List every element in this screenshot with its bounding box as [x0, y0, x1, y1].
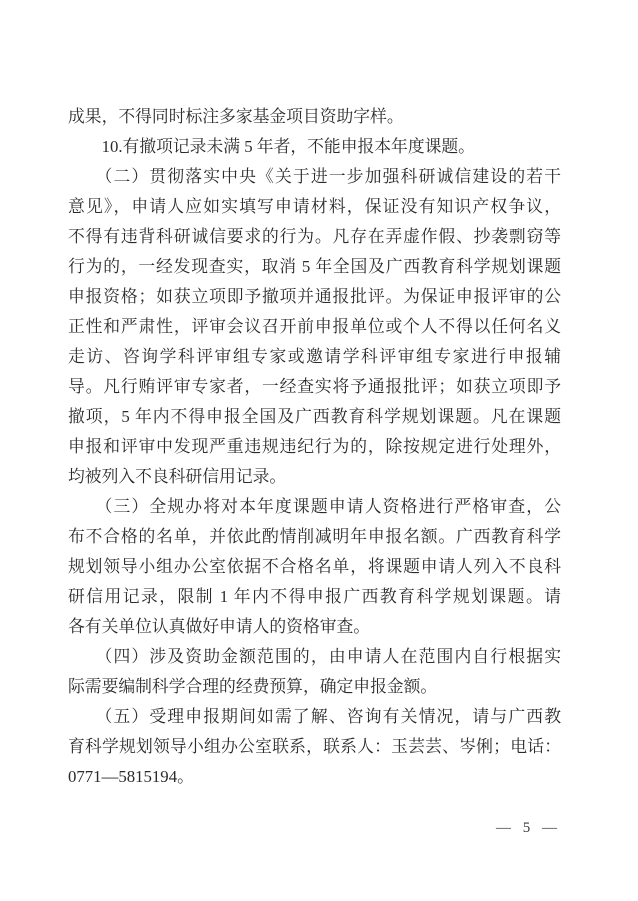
document-line: 际需要编制科学合理的经费预算，确定申报金额。	[68, 677, 438, 696]
document-line: 布不合格的名单，并依此酌情削减明年申报名额。广西教育科学	[68, 527, 561, 546]
document-line: 不得有违背科研诚信要求的行为。凡存在弄虚作假、抄袭剽窃等	[68, 227, 561, 246]
document-line: （五）受理申报期间如需了解、咨询有关情况，请与广西教	[68, 707, 561, 726]
page-number: — 5 —	[496, 820, 559, 836]
document-line: （三）全规办将对本年度课题申请人资格进行严格审查，公	[68, 497, 561, 516]
document-line: 走访、咨询学科评审组专家或邀请学科评审组专家进行申报辅	[68, 347, 561, 366]
document-body	[68, 102, 561, 792]
document-line: 正性和严肃性，评审会议召开前申报单位或个人不得以任何名义	[68, 317, 561, 336]
document-line: 成果，不得同时标注多家基金项目资助字样。	[68, 107, 404, 126]
document-line: 意见》，申请人应如实填写申请材料，保证没有知识产权争议，	[68, 197, 561, 216]
document-line: 申报资格；如获立项即予撤项并通报批评。为保证申报评审的公	[68, 287, 561, 306]
document-line: （四）涉及资助金额范围的，由申请人在范围内自行根据实	[68, 647, 561, 666]
document-line: 0771—5815194。	[68, 767, 194, 786]
document-line: 导。凡行贿评审专家者，一经查实将予通报批评；如获立项即予	[68, 377, 561, 396]
document-line: 申报和评审中发现严重违规违纪行为的，除按规定进行处理外，	[68, 437, 561, 456]
document-line: 规划领导小组办公室依据不合格名单，将课题申请人列入不良科	[68, 557, 561, 576]
document-line: 行为的，一经发现查实，取消 5 年全国及广西教育科学规划课题	[68, 257, 561, 276]
document-line: 研信用记录，限制 1 年内不得申报广西教育科学规划课题。请	[68, 587, 561, 606]
document-line: 各有关单位认真做好申请人的资格审查。	[68, 617, 371, 636]
document-line: （二）贯彻落实中央《关于进一步加强科研诚信建设的若干	[68, 167, 561, 186]
document-line: 均被列入不良科研信用记录。	[68, 467, 287, 486]
document-line: 撤项，5 年内不得申报全国及广西教育科学规划课题。凡在课题	[68, 407, 561, 426]
document-line: 10.有撤项记录未满 5 年者，不能申报本年度课题。	[68, 137, 475, 156]
document-line: 育科学规划领导小组办公室联系，联系人：玉芸芸、岑俐；电话：	[68, 737, 561, 756]
